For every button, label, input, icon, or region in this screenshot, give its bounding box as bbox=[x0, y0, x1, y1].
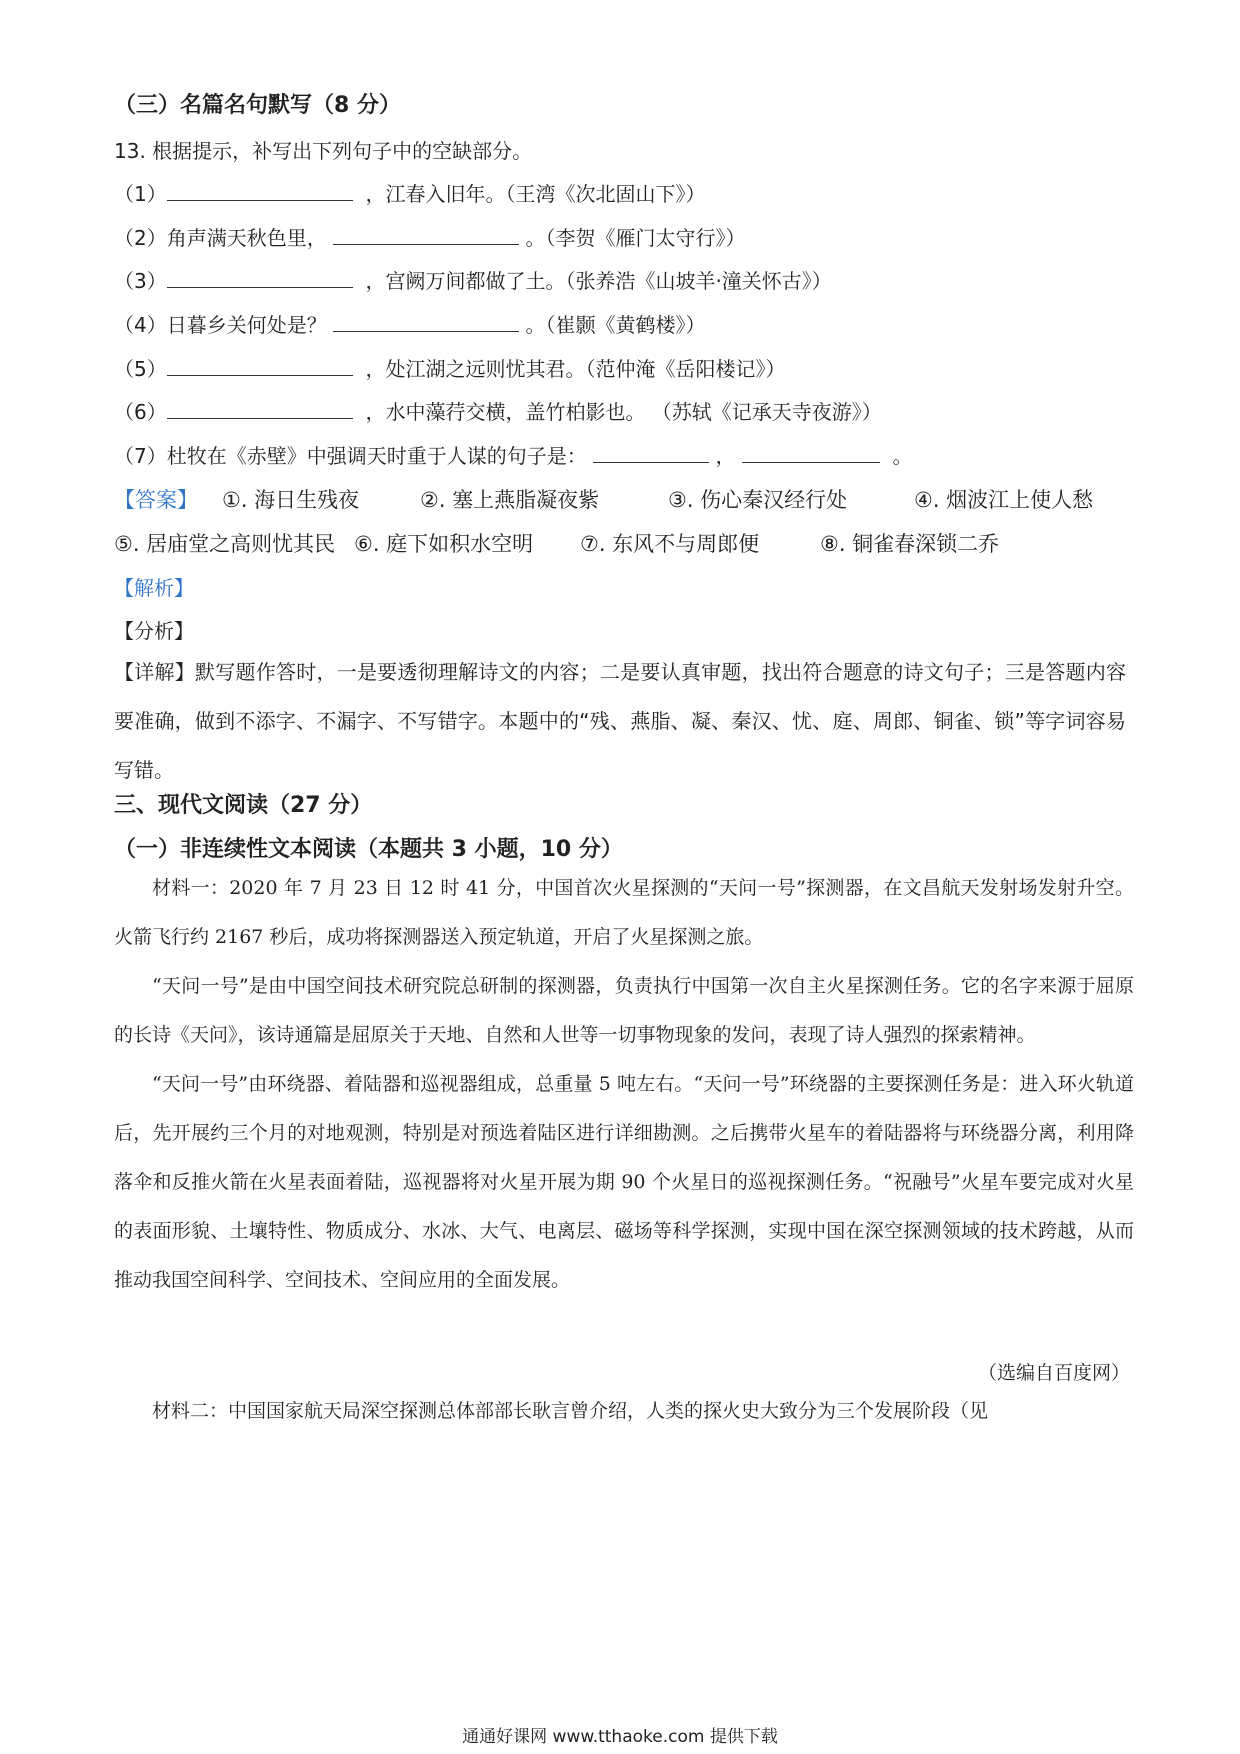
item-after: ，宫阙万间都做了土。（张养浩《山坡羊·潼关怀古》） bbox=[365, 269, 832, 293]
answer-blank[interactable] bbox=[333, 311, 519, 332]
material-body bbox=[114, 864, 1134, 1305]
fenxi-label: 【分析】 bbox=[114, 619, 194, 643]
item-number: （3） bbox=[114, 269, 167, 293]
item-7-end: 。 bbox=[892, 444, 913, 468]
item-number: （4） bbox=[114, 313, 167, 337]
item-after: 。（崔颢《黄鹤楼》） bbox=[525, 313, 706, 337]
item-number: （5） bbox=[114, 357, 167, 381]
answer-item: ⑦. 东风不与周郎便 bbox=[580, 532, 760, 556]
item-after: ，江春入旧年。（王湾《次北固山下》） bbox=[365, 182, 706, 206]
item-before: 角声满天秋色里， bbox=[166, 226, 327, 250]
answer-item: ④. 烟波江上使人愁 bbox=[914, 488, 1094, 512]
answer-blank[interactable] bbox=[167, 355, 353, 376]
item-7-separator: ， bbox=[715, 444, 736, 468]
item-after: ，水中藻荇交横，盖竹柏影也。 （苏轼《记承天寺夜游》） bbox=[365, 400, 882, 424]
item-number: （1） bbox=[114, 182, 167, 206]
fill-item-5 bbox=[114, 355, 1134, 383]
answer-item: ⑧. 铜雀春深锁二乔 bbox=[820, 532, 1000, 556]
part-3-title: 三、现代文阅读（27 分） bbox=[114, 793, 373, 818]
material-paragraph-2: “天问一号”是由中国空间技术研究院总研制的探测器，负责执行中国第一次自主火星探测任务。它的名字来源于屈原的长诗《天问》，该诗通篇是屈原关于天地、自然和人世等一切事物现象的发问，表现了诗人强烈的探索精神。 bbox=[114, 975, 1134, 1046]
page-footer: 通通好课网 www.tthaoke.com 提供下载 bbox=[462, 1727, 778, 1747]
item-after: ，处江湖之远则忧其君。（范仲淹《岳阳楼记》） bbox=[365, 357, 786, 381]
answer-item: ①. 海日生残夜 bbox=[222, 488, 360, 512]
fill-item-6 bbox=[114, 398, 1134, 426]
item-before: 日暮乡关何处是？ bbox=[166, 313, 327, 337]
fill-item-1 bbox=[114, 180, 1134, 208]
analysis-label: 【解析】 bbox=[114, 576, 194, 600]
answer-item: ⑥. 庭下如积水空明 bbox=[354, 532, 534, 556]
material-paragraph-1: 材料一：2020 年 7 月 23 日 12 时 41 分，中国首次火星探测的“天问一号”探测器，在文昌航天发射场发射升空。火箭飞行约 2167 秒后，成功将探测器送入预定轨道，开启了火星探测之旅。 bbox=[114, 877, 1134, 948]
fill-item-2 bbox=[114, 224, 1134, 252]
detail-paragraph: 【详解】默写题作答时，一是要透彻理解诗文的内容；二是要认真审题，找出符合题意的诗文句子；三是答题内容要准确，做到不添字、不漏字、不写错字。本题中的“残、燕脂、凝、秦汉、忧、庭、周郎、铜雀、锁”等字词容易写错。 bbox=[114, 660, 1126, 782]
answer-row-1 bbox=[114, 486, 1134, 514]
part-3-subtitle: （一）非连续性文本阅读（本题共 3 小题，10 分） bbox=[114, 837, 623, 862]
material-paragraph-4: 材料二：中国国家航天局深空探测总体部部长耿言曾介绍，人类的探火史大致分为三个发展阶段（见 bbox=[152, 1400, 989, 1422]
material-source: （选编自百度网） bbox=[977, 1362, 1130, 1384]
answer-blank[interactable] bbox=[167, 267, 353, 288]
answer-blank[interactable] bbox=[593, 442, 709, 463]
answer-blank[interactable] bbox=[333, 224, 519, 245]
answer-item: ②. 塞上燕脂凝夜紫 bbox=[420, 488, 600, 512]
answer-row-2 bbox=[114, 530, 1134, 558]
section-3-title: （三）名篇名句默写（8 分） bbox=[114, 93, 401, 118]
question-13-prompt: 13. 根据提示，补写出下列句子中的空缺部分。 bbox=[114, 139, 533, 163]
item-number: （2） bbox=[114, 226, 167, 250]
fill-item-4 bbox=[114, 311, 1134, 339]
fill-item-3 bbox=[114, 267, 1134, 295]
item-after: 。（李贺《雁门太守行》） bbox=[525, 226, 746, 250]
item-7-text: （7）杜牧在《赤壁》中强调天时重于人谋的句子是： bbox=[114, 444, 587, 468]
answer-blank[interactable] bbox=[167, 180, 353, 201]
answer-blank[interactable] bbox=[742, 442, 880, 463]
item-number: （6） bbox=[114, 400, 167, 424]
material-2 bbox=[114, 1387, 1134, 1436]
answer-label: 【答案】 bbox=[114, 488, 198, 512]
material-paragraph-3: “天问一号”由环绕器、着陆器和巡视器组成，总重量 5 吨左右。“天问一号”环绕器的主要探测任务是：进入环火轨道后，先开展约三个月的对地观测，特别是对预选着陆区进行详细勘测。之后携带火星车的着陆器将与环绕器分离，利用降落伞和反推火箭在火星表面着陆，巡视器将对火星开展为期 90 个火星日的巡视探测任务。“祝融号”火星车要完成对火星的表面形貌、土壤特性、物质成分、水冰、大气、电离层、磁场等科学探测，实现中国在深空探测领域的技术跨越，从而推动我国空间科学、空间技术、空间应用的全面发展。 bbox=[114, 1073, 1134, 1291]
answer-item: ③. 伤心秦汉经行处 bbox=[668, 488, 848, 512]
fill-item-7 bbox=[114, 442, 1134, 470]
answer-blank[interactable] bbox=[167, 398, 353, 419]
answer-item: ⑤. 居庙堂之高则忧其民 bbox=[114, 532, 336, 556]
